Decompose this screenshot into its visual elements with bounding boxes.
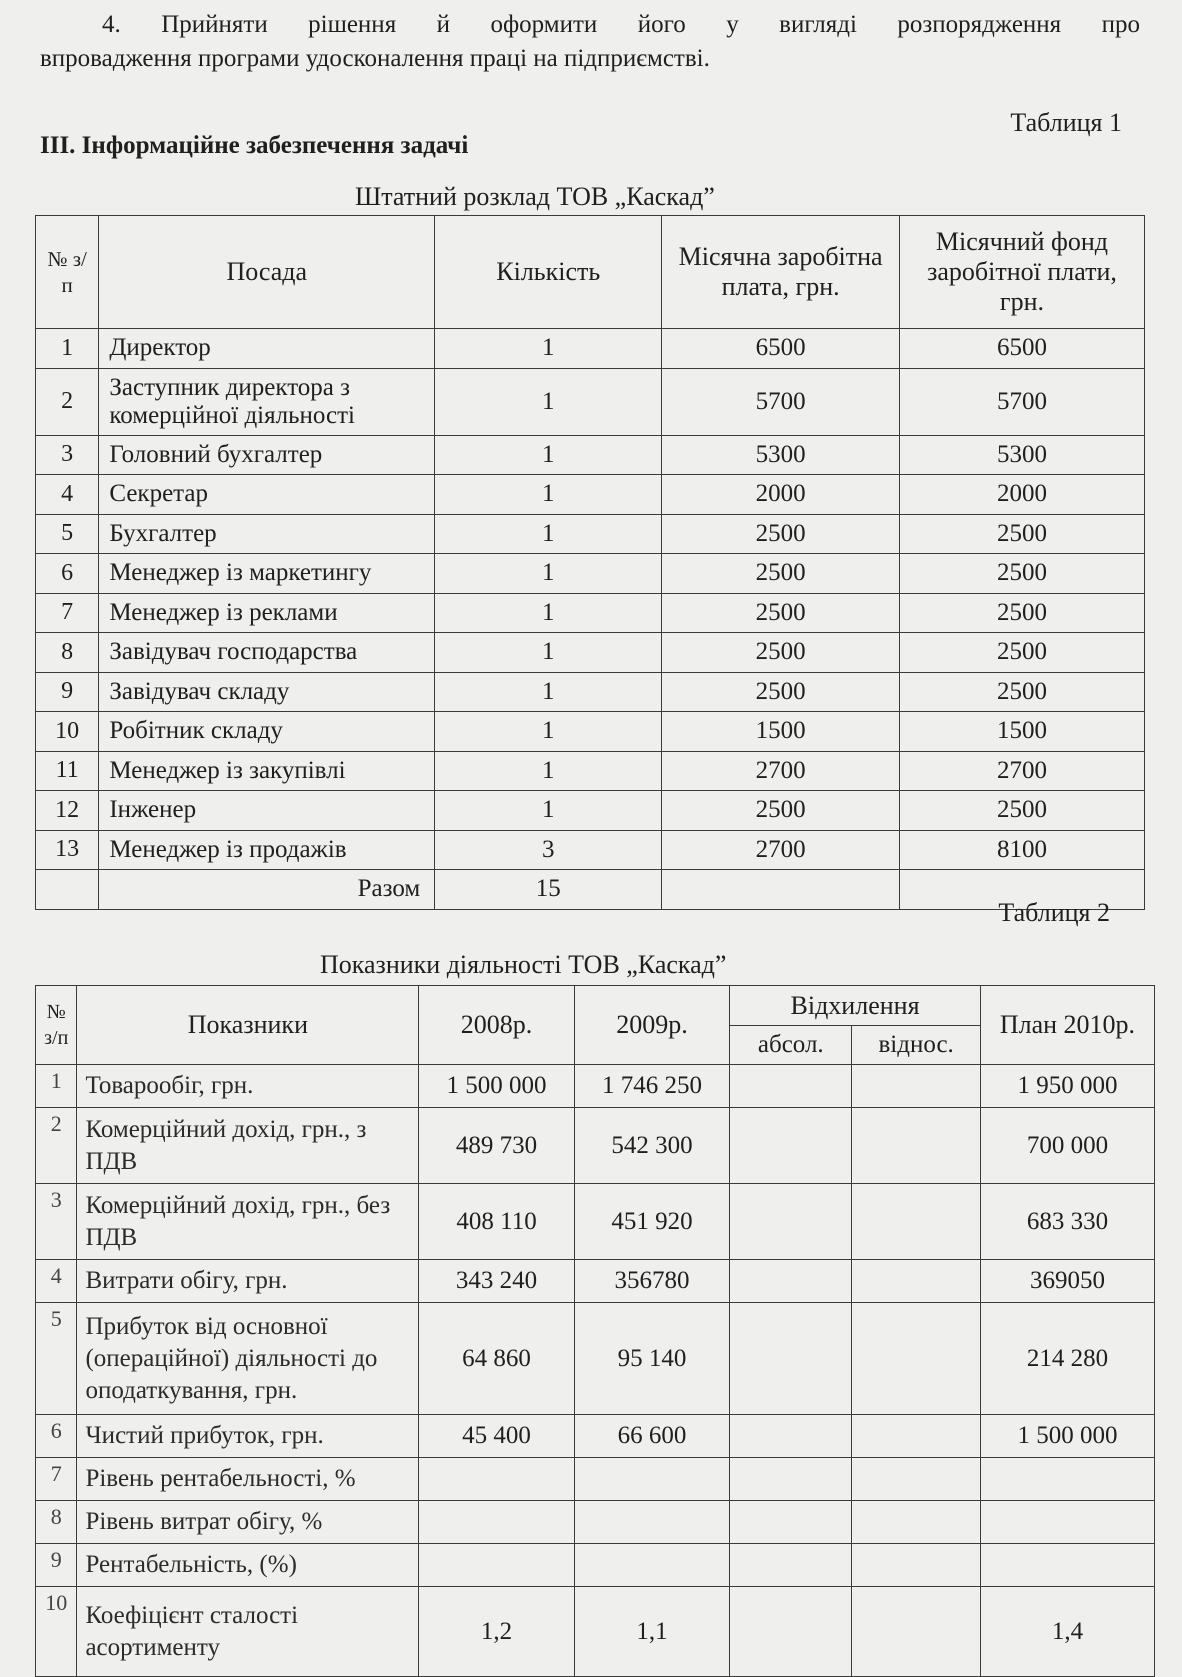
plan-2010: 1 950 000 <box>980 1065 1154 1108</box>
row-number: 5 <box>36 514 99 554</box>
row-number: 10 <box>36 712 99 752</box>
row-number: 8 <box>36 1501 77 1544</box>
indicator-cell: Рентабельність, (%) <box>77 1544 419 1587</box>
value-2009 <box>574 1544 729 1587</box>
deviation-rel-cell <box>852 1501 980 1544</box>
plan-2010: 1 500 000 <box>980 1415 1154 1458</box>
count-cell: 1 <box>435 593 662 633</box>
value-2008 <box>419 1544 574 1587</box>
table2-header-rel: віднос. <box>852 1026 980 1065</box>
indicator-cell: Коефіцієнт сталості асортименту <box>77 1587 419 1677</box>
table-row <box>36 554 1145 594</box>
value-2008: 64 860 <box>419 1303 574 1415</box>
deviation-abs-cell <box>730 1587 852 1677</box>
plan-2010: 683 330 <box>980 1184 1154 1260</box>
table1-header-row <box>36 216 1145 329</box>
value-2008 <box>419 1458 574 1501</box>
count-cell: 1 <box>435 633 662 673</box>
row-number: 10 <box>36 1587 77 1677</box>
position-cell: Менеджер із реклами <box>99 593 435 633</box>
table1-header-count: Кількість <box>435 216 662 329</box>
deviation-rel-cell <box>852 1108 980 1184</box>
deviation-abs-cell <box>730 1303 852 1415</box>
count-cell: 1 <box>435 514 662 554</box>
table-row <box>36 830 1145 870</box>
table2-header-abs: абсол. <box>730 1026 852 1065</box>
row-number: 2 <box>36 368 99 435</box>
position-cell: Заступник директора з комерційної діяльності <box>99 368 435 435</box>
deviation-rel-cell <box>852 1065 980 1108</box>
indicator-cell: Витрати обігу, грн. <box>77 1260 419 1303</box>
salary-cell: 2000 <box>662 475 900 515</box>
table1-header-fund: Місячний фонд заробітної плати, грн. <box>899 216 1144 329</box>
value-2009: 66 600 <box>574 1415 729 1458</box>
deviation-abs-cell <box>730 1065 852 1108</box>
position-cell: Менеджер із продажів <box>99 830 435 870</box>
fund-cell: 5700 <box>899 368 1144 435</box>
plan-2010: 700 000 <box>980 1108 1154 1184</box>
plan-2010 <box>980 1458 1154 1501</box>
deviation-abs-cell <box>730 1544 852 1587</box>
deviation-abs-cell <box>730 1184 852 1260</box>
row-number: 2 <box>36 1108 77 1184</box>
count-cell: 1 <box>435 475 662 515</box>
value-2008: 45 400 <box>419 1415 574 1458</box>
deviation-abs-cell <box>730 1415 852 1458</box>
position-cell: Інженер <box>99 791 435 831</box>
position-cell: Завідувач складу <box>99 672 435 712</box>
table2-header-2008: 2008р. <box>419 986 574 1065</box>
table-row <box>36 1501 1155 1544</box>
value-2008: 1 500 000 <box>419 1065 574 1108</box>
table-row <box>36 1108 1155 1184</box>
count-cell: 1 <box>435 672 662 712</box>
value-2008: 408 110 <box>419 1184 574 1260</box>
table-row <box>36 1260 1155 1303</box>
row-number: 13 <box>36 830 99 870</box>
staff-schedule-table <box>35 215 1145 910</box>
row-number: 9 <box>36 1544 77 1587</box>
table-row <box>36 1065 1155 1108</box>
fund-cell: 2000 <box>899 475 1144 515</box>
fund-cell: 2500 <box>899 514 1144 554</box>
table-row <box>36 1184 1155 1260</box>
fund-cell: 2700 <box>899 751 1144 791</box>
plan-2010 <box>980 1544 1154 1587</box>
table-row <box>36 593 1145 633</box>
intro-text <box>40 8 1140 76</box>
table1-header-salary: Місячна заробітна плата, грн. <box>662 216 900 329</box>
indicator-cell: Комерційний дохід, грн., без ПДВ <box>77 1184 419 1260</box>
value-2008: 1,2 <box>419 1587 574 1677</box>
table-row <box>36 475 1145 515</box>
salary-cell: 1500 <box>662 712 900 752</box>
table2-header-row <box>36 986 1155 1026</box>
salary-cell: 6500 <box>662 329 900 369</box>
deviation-rel-cell <box>852 1544 980 1587</box>
value-2009 <box>574 1458 729 1501</box>
table2-header-2009: 2009р. <box>574 986 729 1065</box>
row-number: 5 <box>36 1303 77 1415</box>
table1-header-position: Посада <box>99 216 435 329</box>
table-row <box>36 514 1145 554</box>
table2-title: Показники діяльності ТОВ „Каскад” <box>320 950 727 979</box>
table2-header-deviation: Відхилення <box>730 986 981 1026</box>
salary-cell: 2500 <box>662 593 900 633</box>
deviation-rel-cell <box>852 1260 980 1303</box>
value-2008 <box>419 1501 574 1544</box>
position-cell: Бухгалтер <box>99 514 435 554</box>
table-row <box>36 1458 1155 1501</box>
table1-title: Штатний розклад ТОВ „Каскад” <box>355 182 715 211</box>
value-2009: 1,1 <box>574 1587 729 1677</box>
salary-cell: 2700 <box>662 830 900 870</box>
position-cell: Менеджер із закупівлі <box>99 751 435 791</box>
total-empty-cell <box>36 870 99 910</box>
table-row <box>36 751 1145 791</box>
table1-header-no: № з/п <box>36 216 99 329</box>
intro-line-2: впровадження програми удосконалення праці на підприємстві. <box>40 45 710 72</box>
fund-cell: 6500 <box>899 329 1144 369</box>
value-2009 <box>574 1501 729 1544</box>
deviation-rel-cell <box>852 1184 980 1260</box>
position-cell: Робітник складу <box>99 712 435 752</box>
fund-cell: 8100 <box>899 830 1144 870</box>
count-cell: 1 <box>435 712 662 752</box>
indicator-cell: Комерційний дохід, грн., з ПДВ <box>77 1108 419 1184</box>
value-2008: 489 730 <box>419 1108 574 1184</box>
value-2009: 451 920 <box>574 1184 729 1260</box>
value-2008: 343 240 <box>419 1260 574 1303</box>
row-number: 7 <box>36 593 99 633</box>
plan-2010: 214 280 <box>980 1303 1154 1415</box>
fund-cell: 2500 <box>899 593 1144 633</box>
position-cell: Директор <box>99 329 435 369</box>
table-row <box>36 1587 1155 1677</box>
position-cell: Секретар <box>99 475 435 515</box>
deviation-abs-cell <box>730 1260 852 1303</box>
count-cell: 1 <box>435 435 662 475</box>
row-number: 4 <box>36 1260 77 1303</box>
indicator-cell: Чистий прибуток, грн. <box>77 1415 419 1458</box>
value-2009: 356780 <box>574 1260 729 1303</box>
salary-cell: 2500 <box>662 672 900 712</box>
row-number: 1 <box>36 329 99 369</box>
table-row <box>36 712 1145 752</box>
row-number: 4 <box>36 475 99 515</box>
indicator-cell: Товарообіг, грн. <box>77 1065 419 1108</box>
total-count: 15 <box>435 870 662 910</box>
row-number: 3 <box>36 1184 77 1260</box>
deviation-rel-cell <box>852 1303 980 1415</box>
deviation-abs-cell <box>730 1501 852 1544</box>
fund-cell: 5300 <box>899 435 1144 475</box>
row-number: 12 <box>36 791 99 831</box>
table-row <box>36 1303 1155 1415</box>
table-row <box>36 1415 1155 1458</box>
deviation-rel-cell <box>852 1587 980 1677</box>
count-cell: 1 <box>435 329 662 369</box>
deviation-rel-cell <box>852 1415 980 1458</box>
deviation-abs-cell <box>730 1458 852 1501</box>
section-title: ІІІ. Інформаційне забезпечення задачі <box>40 132 469 159</box>
row-number: 7 <box>36 1458 77 1501</box>
table2-header-plan: План 2010р. <box>980 986 1154 1065</box>
plan-2010: 369050 <box>980 1260 1154 1303</box>
value-2009: 95 140 <box>574 1303 729 1415</box>
row-number: 8 <box>36 633 99 673</box>
count-cell: 1 <box>435 791 662 831</box>
count-cell: 3 <box>435 830 662 870</box>
indicator-cell: Рівень рентабельності, % <box>77 1458 419 1501</box>
fund-cell: 1500 <box>899 712 1144 752</box>
plan-2010: 1,4 <box>980 1587 1154 1677</box>
total-label: Разом <box>99 870 435 910</box>
table1-caption: Таблиця 1 <box>1010 108 1122 137</box>
salary-cell: 2500 <box>662 554 900 594</box>
row-number: 1 <box>36 1065 77 1108</box>
fund-cell: 2500 <box>899 554 1144 594</box>
position-cell: Менеджер із маркетингу <box>99 554 435 594</box>
table-row <box>36 329 1145 369</box>
position-cell: Завідувач господарства <box>99 633 435 673</box>
row-number: 6 <box>36 1415 77 1458</box>
table2-header-no: № з/п <box>36 986 77 1065</box>
total-empty-cell <box>662 870 900 910</box>
table-row <box>36 368 1145 435</box>
fund-cell: 2500 <box>899 791 1144 831</box>
deviation-abs-cell <box>730 1108 852 1184</box>
value-2009: 542 300 <box>574 1108 729 1184</box>
indicator-cell: Прибуток від основної (операційної) діяльності до оподаткування, грн. <box>77 1303 419 1415</box>
intro-line-1: 4. Прийняти рішення й оформити його у вигляді розпорядження про <box>102 11 1140 38</box>
salary-cell: 2500 <box>662 514 900 554</box>
performance-indicators-table <box>35 985 1155 1677</box>
table1-total-row <box>36 870 1145 910</box>
salary-cell: 5300 <box>662 435 900 475</box>
count-cell: 1 <box>435 368 662 435</box>
table-row <box>36 435 1145 475</box>
indicator-cell: Рівень витрат обігу, % <box>77 1501 419 1544</box>
table2-caption: Таблиця 2 <box>998 898 1110 927</box>
row-number: 6 <box>36 554 99 594</box>
salary-cell: 2500 <box>662 791 900 831</box>
deviation-rel-cell <box>852 1458 980 1501</box>
salary-cell: 5700 <box>662 368 900 435</box>
value-2009: 1 746 250 <box>574 1065 729 1108</box>
salary-cell: 2500 <box>662 633 900 673</box>
count-cell: 1 <box>435 554 662 594</box>
table-row <box>36 1544 1155 1587</box>
row-number: 11 <box>36 751 99 791</box>
row-number: 3 <box>36 435 99 475</box>
fund-cell: 2500 <box>899 633 1144 673</box>
count-cell: 1 <box>435 751 662 791</box>
table-row <box>36 791 1145 831</box>
salary-cell: 2700 <box>662 751 900 791</box>
position-cell: Головний бухгалтер <box>99 435 435 475</box>
table-row <box>36 672 1145 712</box>
fund-cell: 2500 <box>899 672 1144 712</box>
row-number: 9 <box>36 672 99 712</box>
table-row <box>36 633 1145 673</box>
table2-header-indicator: Показники <box>77 986 419 1065</box>
plan-2010 <box>980 1501 1154 1544</box>
